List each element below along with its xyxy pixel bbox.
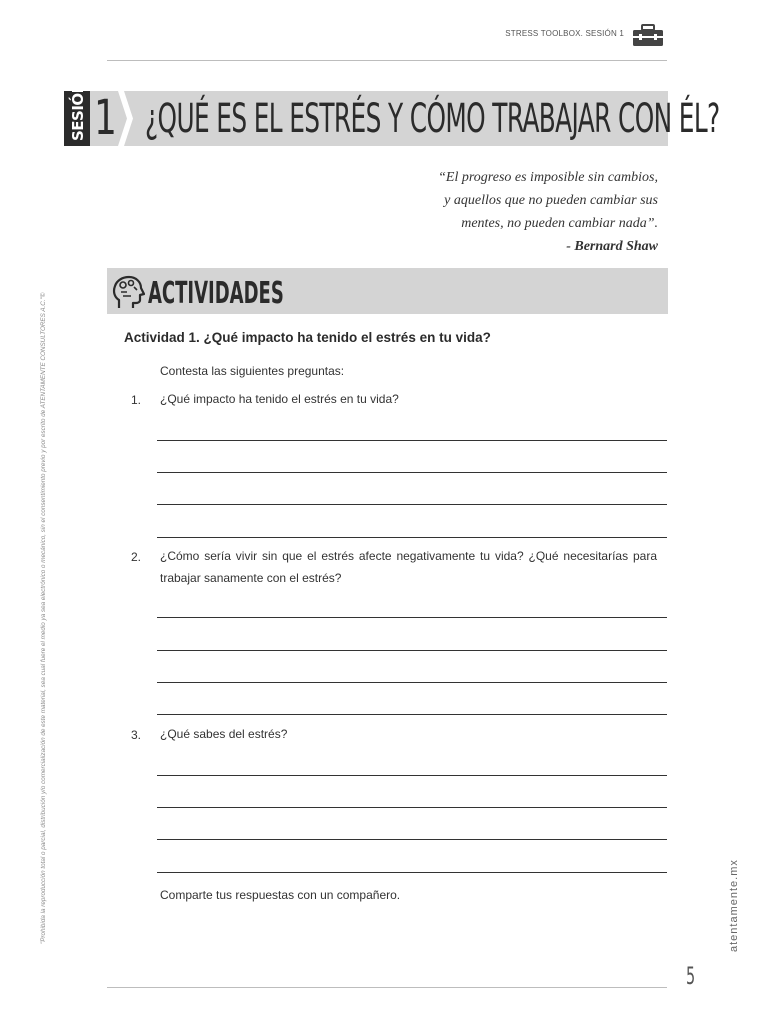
page-number: 5	[686, 962, 696, 990]
epigraph-quote	[330, 166, 658, 258]
answer-line[interactable]	[157, 682, 667, 683]
quote-line: “El progreso es imposible sin cambios,	[438, 170, 658, 185]
answer-line[interactable]	[157, 472, 667, 473]
quote-author: - Bernard Shaw	[566, 239, 658, 254]
footer-rule	[107, 987, 667, 988]
running-header: STRESS TOOLBOX. SESIÓN 1	[505, 29, 624, 38]
closing-instruction: Comparte tus respuestas con un compañero.	[160, 888, 401, 902]
chevron-right-icon	[118, 91, 134, 146]
question-text: ¿Cómo sería vivir sin que el estrés afecte negativamente tu vida? ¿Qué necesitarías para trabajar sanamente con el estrés?	[160, 549, 657, 585]
header-rule	[107, 60, 667, 61]
page-title: ¿QUÉ ES EL ESTRÉS Y CÓMO TRABAJAR CON ÉL?	[145, 96, 720, 142]
question-text: ¿Qué sabes del estrés?	[160, 727, 288, 741]
answer-line[interactable]	[157, 650, 667, 651]
question-text: ¿Qué impacto ha tenido el estrés en tu vida?	[160, 392, 399, 406]
answer-line[interactable]	[157, 504, 667, 505]
website-label: atentamente.mx	[728, 859, 740, 952]
copyright-notice: "Prohibida la reproducción total o parcial, distribución y/o comercialización de este material, sea cual fuere el medio ya sea electrónico o mecánico, sin el consentimiento previo y por escrito de ATENTAMENTE CONSULTORES A.C."©	[40, 292, 47, 944]
answer-line[interactable]	[157, 714, 667, 715]
question-number: 2.	[131, 550, 142, 564]
answer-line[interactable]	[157, 617, 667, 618]
answer-line[interactable]	[157, 807, 667, 808]
activity-instructions: Contesta las siguientes preguntas:	[160, 364, 345, 378]
session-number: 1	[94, 90, 117, 146]
activities-heading: ACTIVIDADES	[148, 276, 284, 311]
question-number: 1.	[131, 393, 142, 407]
activity-title: Actividad 1. ¿Qué impacto ha tenido el estrés en tu vida?	[124, 330, 491, 345]
quote-line: mentes, no pueden cambiar nada”.	[461, 216, 658, 231]
answer-line[interactable]	[157, 775, 667, 776]
question-number: 3.	[131, 728, 142, 742]
answer-line[interactable]	[157, 839, 667, 840]
answer-line[interactable]	[157, 440, 667, 441]
session-label: SESIÓN	[69, 81, 87, 141]
answer-line[interactable]	[157, 537, 667, 538]
answer-line[interactable]	[157, 872, 667, 873]
head-gears-icon	[111, 272, 145, 310]
quote-line: y aquellos que no pueden cambiar sus	[444, 193, 658, 208]
toolbox-icon	[632, 23, 664, 47]
